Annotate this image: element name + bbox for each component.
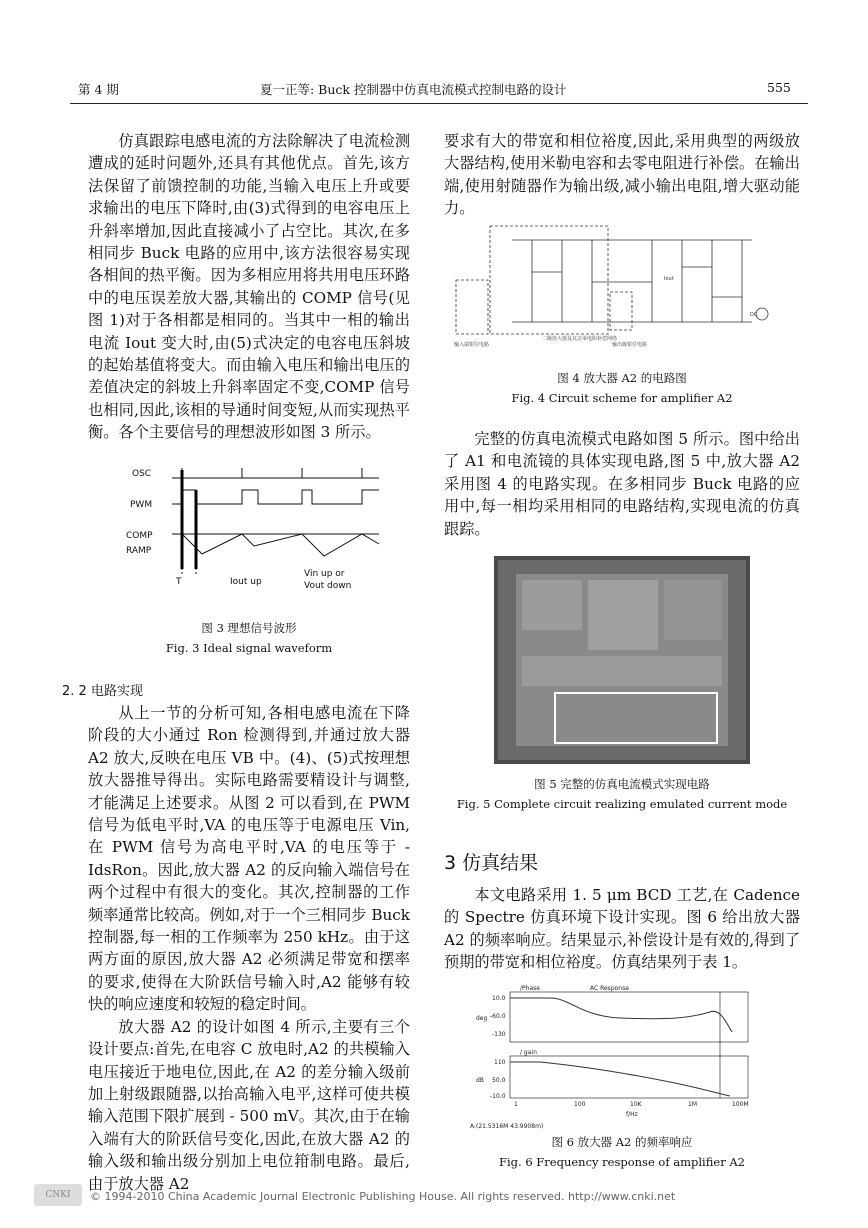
left-text-2	[88, 702, 410, 1195]
fig6-x-1: 1	[514, 1101, 518, 1108]
fig6-x-2: 100	[574, 1101, 586, 1108]
fig4-label-2: 二级放大器及其去零电阻补偿网络	[542, 336, 618, 342]
fig6-ax-gain: dB	[476, 1077, 484, 1084]
fig4-schematic	[452, 222, 782, 350]
t-label: T	[176, 577, 182, 587]
fig6-x-4: 1M	[688, 1101, 697, 1108]
fig3-caption-cn: 图 3 理想信号波形	[201, 621, 297, 635]
fig6-readout: A:(21.5316M 43.9908m)	[470, 1123, 544, 1130]
osc-label: OSC	[132, 469, 152, 479]
paragraph: 完整的仿真电流模式电路如图 5 所示。图中给出了 A1 和电流镜的具体实现电路,图 5 中,放大器 A2 采用图 4 的电路实现。在多相同步 Buck 电路的应用中,每一相均采用相同的电路结构,实现电流的仿真跟踪。	[444, 430, 800, 538]
pwm-label: PWM	[130, 500, 153, 510]
paragraph: 要求有大的带宽和相位裕度,因此,采用典型的两级放大器结构,使用米勒电容和去零电阻进行补偿。在输出端,使用射随器作为输出级,减小输出电阻,增大驱动能力。	[444, 132, 800, 218]
fig4-caption-cn: 图 4 放大器 A2 的电路图	[557, 371, 687, 385]
paragraph: 从上一节的分析可知,各相电感电流在下降阶段的大小通过 Ron 检测得到,并通过放大器 A2 放大,反映在电压 VB 中。(4)、(5)式按理想放大器推导得出。实际电路需要精设计与调整,才能满足上述要求。从图 2 可以看到,在 PWM 信号为低电平时,VA 的电压等于电源电压 Vin,在 PWM 信号为高电平时,VA 的电压等于 - IdsRon。因此,放大器 A2 的反向输入端信号在两个过程中有很大的变化。其次,控制器的工作频率通常比较高。例如,对于一个三相同步 Buck 控制器,每一相的工作频率为 250 kHz。由于这两方面的原因,放大器 A2 必须满足带宽和摆率的要求,使得在大阶跃信号输入时,A2 能够有较快的响应速度和较短的稳定时间。	[88, 704, 410, 1014]
header-title: 夏一正等: Buck 控制器中仿真电流模式控制电路的设计	[260, 82, 567, 97]
fig6-phase: /Phase	[520, 985, 540, 992]
fig6-y-gain-3: -10.0	[490, 1093, 506, 1100]
fig5-caption-cn: 图 5 完整的仿真电流模式实现电路	[534, 777, 710, 791]
fig4-dc: DC	[750, 312, 758, 318]
footer-copyright[interactable]: © 1994-2010 China Academic Journal Electronic Publishing House. All rights reserved. http://www.cnki.net	[90, 1190, 676, 1203]
paragraph: 本文电路采用 1. 5 μm BCD 工艺,在 Cadence 的 Spectre 仿真环境下设计实现。图 6 给出放大器 A2 的频率响应。结果显示,补偿设计是有效的,得到了预期的带宽和相位裕度。仿真结果列于表 1。	[444, 886, 800, 972]
fig6-title: AC Response	[590, 985, 629, 992]
fig6-ax-phase: deg	[476, 1015, 488, 1022]
fig6-frequency-response	[470, 982, 770, 1130]
fig4-label-1: 输入端钳位电路	[454, 342, 490, 348]
fig4-label-3: 输出级钳位电路	[612, 342, 648, 348]
fig6-y-gain-2: 50.0	[492, 1077, 506, 1084]
fig6-y-phase-1: 10.0	[492, 995, 506, 1002]
section-2-2: 2. 2 电路实现	[62, 684, 143, 699]
comp-label: COMP	[126, 531, 153, 541]
fig6-y-phase-3: -130	[492, 1031, 506, 1038]
fig6-y-phase-2: -60.0	[490, 1013, 506, 1020]
section-3: 3 仿真结果	[444, 852, 539, 874]
fig6-y-gain-1: 110	[494, 1059, 506, 1066]
chip-highlight-box	[554, 692, 718, 744]
fig5-chip-photo	[494, 556, 750, 764]
fig6-x-5: 100M	[732, 1101, 749, 1108]
fig5-caption-en: Fig. 5 Complete circuit realizing emulated current mode	[456, 797, 788, 811]
cnki-logo: CNKI	[34, 1184, 82, 1206]
vin-label: Vin up or	[304, 569, 345, 579]
chip-block	[664, 580, 722, 640]
right-text-3	[444, 884, 800, 974]
fig3-caption-en: Fig. 3 Ideal signal waveform	[165, 641, 333, 655]
vout-label: Vout down	[304, 581, 352, 591]
fig4-caption-en: Fig. 4 Circuit scheme for amplifier A2	[511, 391, 733, 405]
ramp-label: RAMP	[126, 546, 152, 556]
chip-block	[522, 656, 722, 686]
header-page: 555	[767, 80, 791, 95]
fig6-x-label: f/Hz	[626, 1111, 638, 1118]
right-text-1	[444, 130, 800, 220]
fig6-x-3: 10K	[630, 1101, 642, 1108]
paragraph: 仿真跟踪电感电流的方法除解决了电流检测遭成的延时问题外,还具有其他优点。首先,该方法保留了前馈控制的功能,当输入电压上升或要求输出的电压下降时,由(3)式得到的电容电压上升斜率增加,因此直接减小了占空比。其次,在多相同步 Buck 电路的应用中,该方法很容易实现各相间的热平衡。因为多相应用将共用电压环路中的电压误差放大器,其输出的 COMP 信号(见图 1)对于各相都是相同的。当其中一相的输出电流 Iout 变大时,由(5)式决定的电容电压斜坡的起始基值将变大。而由输入电压和输出电压的差值决定的斜坡上升斜率固定不变,COMP 信号也相同,因此,该相的导通时间变短,从而实现热平衡。各个主要信号的理想波形如图 3 所示。	[88, 132, 410, 442]
fig4-iout: Iout	[664, 276, 674, 282]
fig6-caption-cn: 图 6 放大器 A2 的频率响应	[551, 1135, 693, 1149]
right-text-2	[444, 428, 800, 540]
iout-label: Iout up	[230, 577, 262, 587]
chip-block	[522, 580, 582, 630]
paragraph: 放大器 A2 的设计如图 4 所示,主要有三个设计要点:首先,在电容 C 放电时,A2 的共模输入电压接近于地电位,因此,在 A2 的差分输入级前加上射级跟随器,以抬高输入电平,这样可使共模输入范围下限扩展到 - 500 mV。其次,由于在输入端有大的阶跃信号变化,因此,在放大器 A2 的输入级和输出级分别加上电位箝制电路。最后,由于放大器 A2	[88, 1017, 410, 1193]
fig3-waveform	[124, 464, 394, 614]
header-issue: 第 4 期	[78, 82, 119, 97]
header-rule	[70, 103, 808, 104]
fig6-gain: / gain	[520, 1049, 537, 1056]
fig6-caption-en: Fig. 6 Frequency response of amplifier A2	[499, 1155, 745, 1169]
left-text-1	[88, 130, 410, 444]
chip-block	[588, 580, 658, 650]
